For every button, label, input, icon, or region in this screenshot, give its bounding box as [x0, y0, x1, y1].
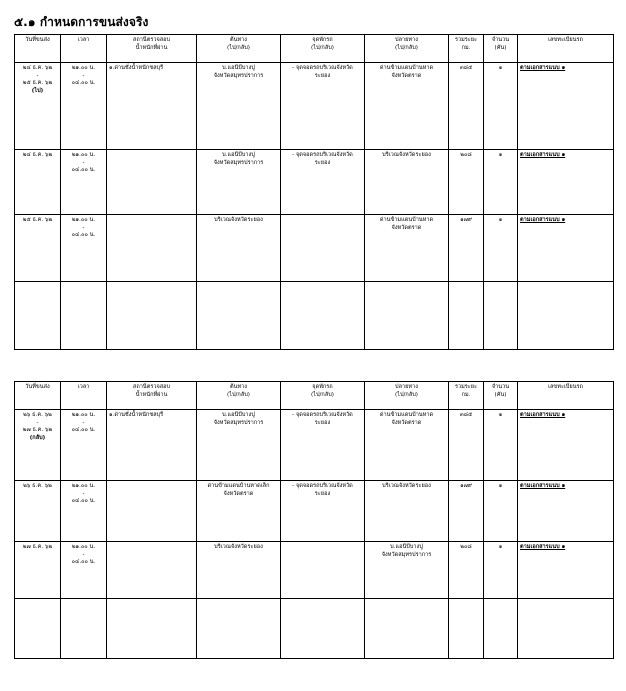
cell-line: - — [82, 551, 85, 558]
cell-line: บริเวณจังหวัดระยอง — [214, 217, 263, 223]
column-header — [281, 382, 365, 410]
cell-line: ๐๔.๐๐ น. — [71, 167, 96, 174]
cell-value: ๑ — [498, 152, 503, 158]
cell-value: ๑ — [498, 412, 503, 418]
rest-stop-cell — [281, 150, 365, 215]
origin-cell — [197, 215, 281, 282]
date-cell — [15, 215, 61, 282]
cell-line: - จุดจอดรถบริเวณจังหวัด — [292, 412, 353, 418]
cell-line: จำนวน — [491, 37, 510, 43]
cell-line: จังหวัดตราด — [391, 419, 422, 426]
station-cell — [107, 410, 197, 481]
rest-stop-cell — [281, 542, 365, 599]
origin-cell — [197, 63, 281, 150]
schedule-table-outbound — [14, 34, 614, 350]
cell-line: จุดพักรถ — [312, 37, 333, 43]
cell-line: ๒๗ ธ.ค. ๖๒ — [22, 544, 53, 550]
cell-value: ๑ — [498, 217, 503, 223]
station-cell — [107, 63, 197, 150]
time-cell — [61, 215, 107, 282]
date-cell — [15, 481, 61, 542]
plate-cell — [518, 215, 614, 282]
vehicle-count-cell — [484, 481, 518, 542]
destination-cell — [365, 410, 449, 481]
table-row — [15, 599, 614, 659]
time-cell — [61, 63, 107, 150]
cell-line: (ไป/กลับ) — [227, 44, 250, 51]
distance-cell — [449, 481, 484, 542]
cell-line: กม. — [461, 44, 471, 51]
table-row — [15, 542, 614, 599]
cell-line: วันที่ขนส่ง — [25, 37, 50, 43]
date-cell — [15, 599, 61, 659]
cell-line: (ไป/กลับ) — [311, 44, 334, 51]
cell-line: ๒๑.๐๐ น. — [71, 152, 96, 158]
destination-cell — [365, 542, 449, 599]
distance-cell — [449, 150, 484, 215]
cell-line: ระยอง — [314, 159, 331, 166]
cell-line: ระยอง — [314, 419, 331, 426]
station-cell — [107, 215, 197, 282]
station-cell — [107, 282, 197, 350]
cell-line: ระยอง — [314, 72, 331, 79]
cell-line: สถานีตรวจสอบ — [132, 384, 171, 390]
destination-cell — [365, 215, 449, 282]
column-header — [449, 35, 484, 63]
cell-line: ๐๔.๐๐ น. — [71, 498, 96, 505]
cell-line: ๐๔.๐๐ น. — [71, 559, 96, 566]
cell-line: ปลายทาง — [395, 37, 418, 43]
destination-cell — [365, 150, 449, 215]
cell-line: (ไป/กลับ) — [395, 391, 418, 398]
plate-document-link[interactable]: ตามเอกสารแนบ ๑ — [520, 412, 566, 418]
date-cell — [15, 282, 61, 350]
station-cell — [107, 542, 197, 599]
table-row — [15, 150, 614, 215]
origin-cell — [197, 410, 281, 481]
cell-line: - — [82, 490, 85, 497]
cell-value: ๑ — [498, 65, 503, 71]
destination-cell — [365, 599, 449, 659]
column-header — [61, 35, 107, 63]
cell-line: - — [82, 224, 85, 231]
column-header — [484, 382, 518, 410]
cell-line: ด่านข้ามแดนบ้านหาด — [379, 65, 434, 71]
cell-line: - — [82, 72, 85, 79]
cell-line: น้ำหนักที่ผ่าน — [135, 44, 168, 51]
vehicle-count-cell — [484, 215, 518, 282]
time-cell — [61, 150, 107, 215]
rest-stop-cell — [281, 63, 365, 150]
rest-stop-cell — [281, 410, 365, 481]
plate-cell — [518, 150, 614, 215]
plate-document-link[interactable]: ตามเอกสารแนบ ๑ — [520, 483, 566, 489]
distance-cell — [449, 63, 484, 150]
cell-line: ๒๑.๐๐ น. — [71, 217, 96, 223]
column-header — [281, 35, 365, 63]
cell-line: เลขทะเบียนรถ — [548, 384, 583, 390]
cell-line: - — [36, 419, 39, 426]
cell-value: ๑๗๙ — [460, 217, 472, 223]
cell-line: ๐๔.๐๐ น. — [71, 232, 96, 239]
vehicle-count-cell — [484, 282, 518, 350]
cell-line: กม. — [461, 391, 471, 398]
cell-line: ๒๔ ธ.ค. ๖๒ — [22, 152, 53, 158]
column-header — [61, 382, 107, 410]
cell-line: จำนวน — [491, 384, 510, 390]
rest-stop-cell — [281, 282, 365, 350]
time-cell — [61, 599, 107, 659]
cell-line: รวมระยะ — [454, 37, 478, 43]
cell-line: ๒๑.๐๐ น. — [71, 544, 96, 550]
vehicle-count-cell — [484, 150, 518, 215]
distance-cell — [449, 542, 484, 599]
cell-line: ๐๔.๐๐ น. — [71, 427, 96, 434]
cell-line: บริเวณจังหวัดระยอง — [382, 483, 431, 489]
column-header — [107, 382, 197, 410]
column-header — [15, 382, 61, 410]
time-cell — [61, 481, 107, 542]
time-cell — [61, 410, 107, 481]
cell-line: - จุดจอดรถบริเวณจังหวัด — [292, 483, 353, 489]
cell-line: จังหวัดตราด — [391, 72, 422, 79]
plate-cell — [518, 542, 614, 599]
distance-cell — [449, 215, 484, 282]
distance-cell — [449, 282, 484, 350]
destination-cell — [365, 481, 449, 542]
cell-line: (ไป/กลับ) — [227, 391, 250, 398]
cell-value: ๓๘๕ — [459, 65, 473, 71]
schedule-table-return — [14, 381, 614, 659]
station-cell — [107, 481, 197, 542]
cell-line: จังหวัดตราด — [391, 224, 422, 231]
table-row — [15, 481, 614, 542]
origin-cell — [197, 282, 281, 350]
column-header — [365, 382, 449, 410]
cell-line: บริเวณจังหวัดระยอง — [382, 152, 431, 158]
station-cell — [107, 599, 197, 659]
cell-line: บ.แอนีบีบางปู — [390, 544, 423, 550]
cell-line: รวมระยะ — [454, 384, 478, 390]
column-header — [484, 35, 518, 63]
cell-line: - — [36, 72, 39, 79]
cell-value: ๑ — [498, 483, 503, 489]
time-cell — [61, 282, 107, 350]
date-cell — [15, 150, 61, 215]
cell-line: จังหวัดสมุทรปราการ — [213, 159, 264, 166]
cell-line: จังหวัดสมุทรปราการ — [381, 551, 432, 558]
distance-cell — [449, 599, 484, 659]
rest-stop-cell — [281, 215, 365, 282]
vehicle-count-cell — [484, 542, 518, 599]
column-header — [365, 35, 449, 63]
table-row — [15, 282, 614, 350]
origin-cell — [197, 150, 281, 215]
cell-line: เลขทะเบียนรถ — [548, 37, 583, 43]
cell-line: วันที่ขนส่ง — [25, 384, 50, 390]
cell-line: - — [82, 159, 85, 166]
vehicle-count-cell — [484, 63, 518, 150]
cell-line: ๒๕ ธ.ค. ๖๒ — [22, 217, 53, 223]
cell-value: ๑ — [498, 544, 503, 550]
cell-line: (ไป) — [31, 87, 44, 94]
column-header — [15, 35, 61, 63]
vehicle-count-cell — [484, 599, 518, 659]
plate-cell — [518, 481, 614, 542]
date-cell — [15, 542, 61, 599]
plate-cell — [518, 282, 614, 350]
origin-cell — [197, 481, 281, 542]
plate-document-link[interactable]: ตามเอกสารแนบ ๑ — [520, 152, 566, 158]
destination-cell — [365, 282, 449, 350]
station-cell — [107, 150, 197, 215]
cell-line: ๒๖ ธ.ค. ๖๒ — [23, 483, 52, 489]
cell-line: บ.แอนีบีบางปู — [222, 65, 255, 71]
cell-line: ๑.ด่านชั่งน้ำหนักชลบุรี — [109, 65, 164, 71]
table-row — [15, 410, 614, 481]
cell-value: ๓๘๕ — [459, 412, 473, 418]
cell-line: - — [82, 419, 85, 426]
header-row — [15, 382, 614, 410]
column-header — [107, 35, 197, 63]
rest-stop-cell — [281, 481, 365, 542]
cell-line: ระยอง — [314, 490, 331, 497]
time-cell — [61, 542, 107, 599]
cell-line: ด่านข้ามแดนบ้านหาดเล็ก — [207, 483, 270, 489]
column-header — [197, 382, 281, 410]
origin-cell — [197, 542, 281, 599]
cell-line: (ไป/กลับ) — [311, 391, 334, 398]
column-header — [197, 35, 281, 63]
cell-line: บ.แอนีบีบางปู — [222, 152, 255, 158]
cell-line: ๑.ด่านชั่งน้ำหนักชลบุรี — [109, 412, 164, 418]
cell-line: จุดพักรถ — [312, 384, 333, 390]
cell-line: จังหวัดตราด — [223, 490, 254, 497]
cell-line: ๒๖ ธ.ค. ๖๒ — [23, 412, 52, 418]
date-cell — [15, 410, 61, 481]
cell-line: ๒๑.๐๐ น. — [71, 412, 96, 418]
cell-line: บ.แอนีบีบางปู — [222, 412, 255, 418]
destination-cell — [365, 63, 449, 150]
cell-value: ๑๗๙ — [460, 483, 472, 489]
rest-stop-cell — [281, 599, 365, 659]
cell-value: ๒๐๘ — [460, 152, 472, 158]
vehicle-count-cell — [484, 410, 518, 481]
cell-line: บริเวณจังหวัดระยอง — [214, 544, 263, 550]
origin-cell — [197, 599, 281, 659]
plate-cell — [518, 599, 614, 659]
cell-line: ๒๕ ธ.ค. ๖๒ — [22, 80, 53, 87]
cell-line: (ไป/กลับ) — [395, 44, 418, 51]
table-row — [15, 215, 614, 282]
cell-line: ต้นทาง — [229, 384, 248, 390]
header-row — [15, 35, 614, 63]
plate-document-link[interactable]: ตามเอกสารแนบ ๑ — [520, 544, 566, 550]
cell-value: ๒๐๘ — [460, 544, 472, 550]
plate-cell — [518, 63, 614, 150]
cell-line: เวลา — [77, 384, 90, 390]
cell-line: (คัน) — [494, 391, 507, 398]
cell-line: สถานีตรวจสอบ — [132, 37, 171, 43]
plate-document-link[interactable]: ตามเอกสารแนบ ๑ — [520, 217, 566, 223]
cell-line: ๒๑.๐๐ น. — [71, 65, 96, 71]
plate-cell — [518, 410, 614, 481]
plate-document-link[interactable]: ตามเอกสารแนบ ๑ — [520, 65, 566, 71]
cell-line: จังหวัดสมุทรปราการ — [213, 419, 264, 426]
cell-line: น้ำหนักที่ผ่าน — [135, 391, 168, 398]
cell-line: ๒๗ ธ.ค. ๖๒ — [22, 427, 53, 434]
table-row — [15, 63, 614, 150]
cell-line: จังหวัดสมุทรปราการ — [213, 72, 264, 79]
distance-cell — [449, 410, 484, 481]
cell-line: - จุดจอดรถบริเวณจังหวัด — [292, 152, 353, 158]
cell-line: (กลับ) — [29, 434, 46, 441]
cell-line: ต้นทาง — [229, 37, 248, 43]
cell-line: เวลา — [77, 37, 90, 43]
cell-line: (คัน) — [494, 44, 507, 51]
column-header — [518, 382, 614, 410]
section-title: ๕.๑ กำหนดการขนส่งจริง — [14, 15, 149, 29]
cell-line: ๒๑.๐๐ น. — [71, 483, 96, 489]
cell-line: ด่านข้ามแดนบ้านหาด — [379, 217, 434, 223]
column-header — [449, 382, 484, 410]
date-cell — [15, 63, 61, 150]
cell-line: ปลายทาง — [395, 384, 418, 390]
cell-line: ๐๔.๐๐ น. — [71, 80, 96, 87]
cell-line: ๒๔ ธ.ค. ๖๒ — [22, 65, 53, 71]
column-header — [518, 35, 614, 63]
cell-line: ด่านข้ามแดนบ้านหาด — [379, 412, 434, 418]
cell-line: - จุดจอดรถบริเวณจังหวัด — [292, 65, 353, 71]
